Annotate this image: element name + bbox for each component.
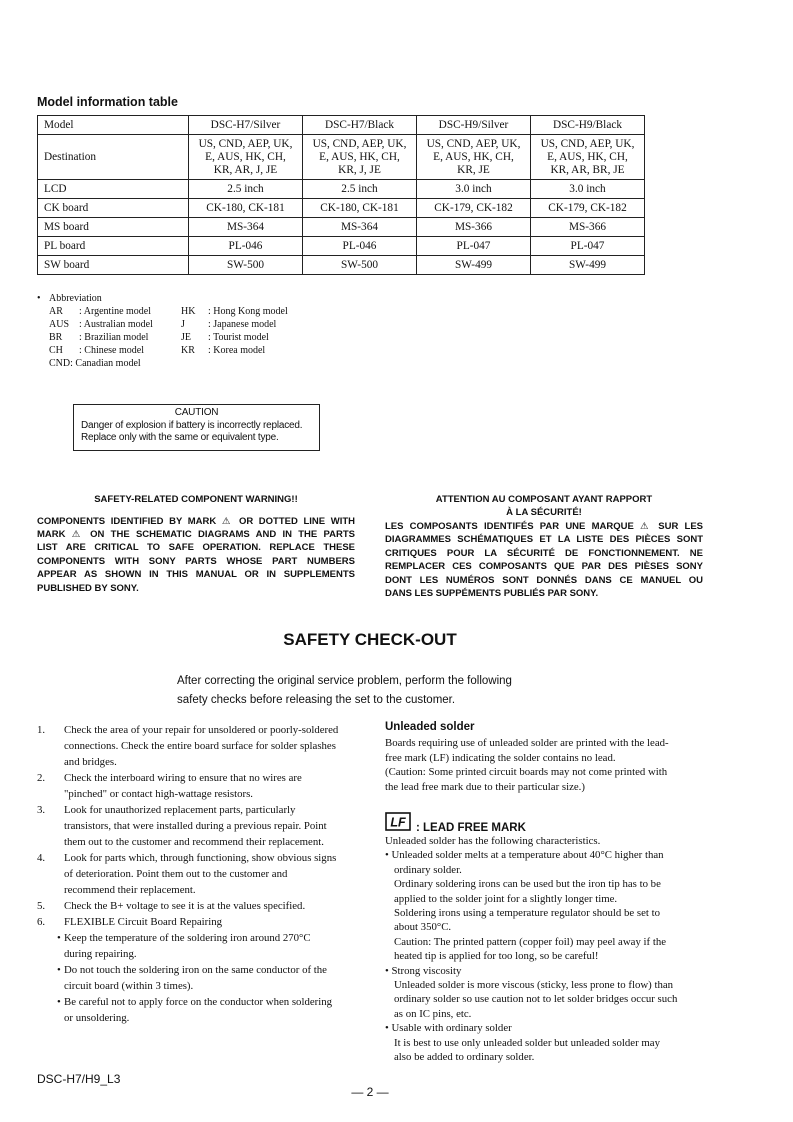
caution-line: Replace only with the same or equivalent type. xyxy=(81,432,279,443)
abbr-code: BR xyxy=(49,332,63,343)
abbr-code: AUS xyxy=(49,319,70,330)
table-cell: CK-180, CK-181 xyxy=(189,199,303,218)
subitem-line: Keep the temperature of the soldering iron around 270°C xyxy=(64,932,311,944)
lead-free-mark-icon xyxy=(385,812,411,831)
abbreviation-item xyxy=(49,357,141,370)
table-cell: CK-179, CK-182 xyxy=(417,199,531,218)
destination-cell xyxy=(303,135,417,180)
list-subitem xyxy=(37,994,355,1026)
header-model: Model xyxy=(38,116,189,135)
abbr-desc: : Japanese model xyxy=(208,319,277,330)
safety-line: APPEAR AS SHOWN IN THIS MANUAL OR IN SUPPLEMENTS xyxy=(37,569,355,581)
item-number: 1. xyxy=(37,724,46,736)
item-number: 2. xyxy=(37,772,46,784)
table-cell: MS-364 xyxy=(189,218,303,237)
safety-line: LES COMPOSANTS IDENTIFÉS PAR UNE MARQUE ⚠ SUR LES xyxy=(385,521,703,532)
abbreviation-item xyxy=(49,305,151,318)
lf-line: • Usable with ordinary solder xyxy=(385,1022,512,1035)
header-h9-silver: DSC-H9/Silver xyxy=(417,116,531,135)
destination-line: US, CND, AEP, UK, xyxy=(198,137,293,150)
checkout-list xyxy=(37,722,355,1026)
table-cell: SW-499 xyxy=(531,256,645,275)
lf-line: Soldering irons using a temperature regulator should be set to xyxy=(394,907,660,920)
table-header-row xyxy=(38,116,645,135)
page-number: — 2 — xyxy=(351,1085,389,1099)
item-line: Look for unauthorized replacement parts, particularly xyxy=(64,804,296,816)
destination-line: KR, J, JE xyxy=(338,163,381,176)
lf-line: Unleaded solder has the following characteristics. xyxy=(385,835,601,847)
checkout-intro xyxy=(177,672,512,710)
destination-cell xyxy=(531,135,645,180)
item-line: Check the interboard wiring to ensure that no wires are xyxy=(64,772,302,784)
subitem-line: Do not touch the soldering iron on the same conductor of the xyxy=(64,964,327,976)
unleaded-line: free mark (LF) indicating the solder contains no lead. xyxy=(385,751,616,764)
abbreviation-item xyxy=(49,331,148,344)
table-cell: MS-364 xyxy=(303,218,417,237)
table-cell: SW-500 xyxy=(303,256,417,275)
list-item xyxy=(37,914,355,930)
lf-line: as on IC pins, etc. xyxy=(394,1007,472,1020)
lf-icon-text: LF xyxy=(390,815,406,830)
destination-cell xyxy=(417,135,531,180)
subitem-line: during repairing. xyxy=(64,948,137,960)
table-row-lcd xyxy=(38,180,645,199)
lf-line: applied to the solder joint for a slightly longer time. xyxy=(394,892,618,905)
list-subitem xyxy=(37,930,355,962)
safety-line: COMPONENTS WITH SONY PARTS WHOSE PART NUMBERS xyxy=(37,555,355,567)
row-label: MS board xyxy=(38,218,189,237)
unleaded-line: (Caution: Some printed circuit boards may not come printed with xyxy=(385,766,668,778)
lf-line: Caution: The printed pattern (copper foil) may peel away if the xyxy=(394,935,667,948)
destination-line: KR, AR, J, JE xyxy=(213,163,278,176)
destination-line: KR, AR, BR, JE xyxy=(550,163,625,176)
abbr-desc: : Argentine model xyxy=(79,306,152,317)
table-row-ms-board xyxy=(38,218,645,237)
destination-line: E, AUS, HK, CH, xyxy=(319,150,400,163)
item-line: and bridges. xyxy=(64,756,117,768)
table-row-ck-board xyxy=(38,199,645,218)
item-line: Look for parts which, through functioning, show obvious signs xyxy=(64,852,337,864)
table-cell: CK-180, CK-181 xyxy=(303,199,417,218)
document-id: DSC-H7/H9_L3 xyxy=(37,1072,121,1086)
lf-line: Unleaded solder is more viscous (sticky, less prone to flow) than xyxy=(394,979,674,992)
item-number: 6. xyxy=(37,916,46,928)
lf-line: also be added to ordinary solder. xyxy=(394,1051,535,1064)
subitem-line: circuit board (within 3 times). xyxy=(64,980,194,992)
abbr-code: JE xyxy=(181,332,191,343)
row-label: LCD xyxy=(38,180,189,199)
safety-warning-title: SAFETY-RELATED COMPONENT WARNING!! xyxy=(94,494,298,505)
table-row-destination xyxy=(38,135,645,180)
abbreviation-item xyxy=(181,331,269,344)
abbr-desc: : Korea model xyxy=(208,345,266,356)
item-number: 4. xyxy=(37,852,46,864)
abbreviation-item xyxy=(181,344,265,357)
unleaded-solder-body xyxy=(385,736,705,794)
abbr-code: AR xyxy=(49,306,63,317)
table-cell: MS-366 xyxy=(531,218,645,237)
list-subitem xyxy=(37,962,355,994)
safety-line: DANS LES SUPPÉMENTS PUBLIÉS PAR SONY. xyxy=(385,588,599,600)
list-item xyxy=(37,802,355,850)
safety-line: CRITIQUES POUR LA SÉCURITÉ DE FONCTIONNEMENT. NE xyxy=(385,547,703,559)
table-cell: 3.0 inch xyxy=(531,180,645,199)
destination-line: KR, JE xyxy=(457,163,490,176)
destination-line: US, CND, AEP, UK, xyxy=(312,137,407,150)
abbr-code: CND xyxy=(49,358,71,369)
table-cell: 2.5 inch xyxy=(303,180,417,199)
list-item xyxy=(37,722,355,770)
safety-line: COMPONENTS IDENTIFIED BY MARK ⚠ OR DOTTED LINE WITH xyxy=(37,515,355,527)
lf-line: • Strong viscosity xyxy=(385,964,462,977)
table-cell: PL-046 xyxy=(303,237,417,256)
row-label: PL board xyxy=(38,237,189,256)
table-cell: SW-499 xyxy=(417,256,531,275)
item-number: 5. xyxy=(37,900,46,912)
table-row-pl-board xyxy=(38,237,645,256)
lf-line: Ordinary soldering irons can be used but the iron tip has to be xyxy=(394,878,661,891)
safety-checkout-title: SAFETY CHECK-OUT xyxy=(283,630,457,649)
row-label: CK board xyxy=(38,199,189,218)
destination-line: US, CND, AEP, UK, xyxy=(426,137,521,150)
table-cell: MS-366 xyxy=(417,218,531,237)
abbr-code: J xyxy=(181,319,185,330)
item-line: Check the area of your repair for unsoldered or poorly-soldered xyxy=(64,724,339,736)
item-line: of deterioration. Point them out to the customer and xyxy=(64,868,288,880)
header-h7-black: DSC-H7/Black xyxy=(303,116,417,135)
item-line: "pinched" or contact high-wattage resistors. xyxy=(64,788,254,800)
item-line: recommend their replacement. xyxy=(64,884,196,896)
destination-line: E, AUS, HK, CH, xyxy=(433,150,514,163)
header-h9-black: DSC-H9/Black xyxy=(531,116,645,135)
subitem-line: or unsoldering. xyxy=(64,1012,130,1024)
abbr-code: CH xyxy=(49,345,63,356)
abbr-desc: : Canadian model xyxy=(70,358,141,369)
safety-line: REMPLACER CES COMPOSANTS QUE PAR DES PIÈSES SONY xyxy=(385,561,703,573)
abbreviation-bullet: • xyxy=(37,293,41,304)
lf-line: • Unleaded solder melts at a temperature about 40°C higher than xyxy=(385,849,664,862)
lf-line: ordinary solder. xyxy=(394,863,462,876)
lead-free-mark-label: : LEAD FREE MARK xyxy=(416,822,526,834)
safety-line: MARK ⚠ ON THE SCHEMATIC DIAGRAMS AND IN THE PARTS xyxy=(37,528,355,540)
safety-line: PUBLISHED BY SONY. xyxy=(37,582,139,594)
unleaded-line: Boards requiring use of unleaded solder are printed with the lead- xyxy=(385,737,669,749)
lead-free-characteristics xyxy=(385,834,705,1065)
table-cell: CK-179, CK-182 xyxy=(531,199,645,218)
abbreviation-item xyxy=(181,318,276,331)
table-cell: SW-500 xyxy=(189,256,303,275)
table-cell: PL-047 xyxy=(531,237,645,256)
table-cell: PL-047 xyxy=(417,237,531,256)
intro-line: safety checks before releasing the set to the customer. xyxy=(177,694,456,706)
table-cell: PL-046 xyxy=(189,237,303,256)
safety-line: LIST ARE CRITICAL TO SAFE OPERATION. REPLACE THESE xyxy=(37,542,355,554)
safety-warning-fr xyxy=(385,494,703,600)
item-number: 3. xyxy=(37,804,46,816)
safety-line: DONT LES NUMÉROS SONT DONNÉS DANS CE MANUEL OU xyxy=(385,574,703,586)
destination-cell xyxy=(189,135,303,180)
lf-line: about 350°C. xyxy=(394,921,452,934)
caution-box xyxy=(73,404,320,451)
safety-warning-body xyxy=(37,515,355,595)
safety-warning-title-fr-2: À LA SÉCURITÉ! xyxy=(506,506,582,518)
lf-line: ordinary solder so use caution not to let solder bridges occur such xyxy=(394,993,678,1006)
lf-line: heated tip is applied for too long, so be careful! xyxy=(394,950,599,963)
item-line: Check the B+ voltage to see it is at the values specified. xyxy=(64,900,306,912)
abbreviation-list xyxy=(37,292,337,372)
intro-line: After correcting the original service problem, perform the following xyxy=(177,675,512,687)
unleaded-line: the lead free mark due to their particular size.) xyxy=(385,780,585,793)
abbreviation-item xyxy=(49,344,144,357)
abbreviation-item xyxy=(49,318,153,331)
abbreviation-header: Abbreviation xyxy=(49,293,102,304)
destination-line: E, AUS, HK, CH, xyxy=(547,150,628,163)
abbreviation-item xyxy=(181,305,288,318)
model-information-table xyxy=(37,115,645,275)
safety-warning-title-fr: ATTENTION AU COMPOSANT AYANT RAPPORT xyxy=(435,494,653,505)
table-cell: 2.5 inch xyxy=(189,180,303,199)
destination-line: E, AUS, HK, CH, xyxy=(205,150,286,163)
model-table-title: Model information table xyxy=(37,95,178,109)
abbr-desc: : Australian model xyxy=(79,319,153,330)
subitem-bullet: • xyxy=(57,996,61,1008)
abbr-code: HK xyxy=(181,306,196,317)
abbr-desc: : Brazilian model xyxy=(79,332,149,343)
subitem-line: Be careful not to apply force on the conductor when soldering xyxy=(64,996,333,1008)
table-cell: 3.0 inch xyxy=(417,180,531,199)
destination-label: Destination xyxy=(38,135,189,180)
row-label: SW board xyxy=(38,256,189,275)
abbr-desc: : Chinese model xyxy=(79,345,144,356)
safety-line: DIAGRAMMES SCHÉMATIQUES ET LA LISTE DES PIÈCES SONT xyxy=(385,534,703,546)
unleaded-solder-title: Unleaded solder xyxy=(385,721,475,733)
item-line: them out to the customer and recommend their replacement. xyxy=(64,836,324,848)
subitem-bullet: • xyxy=(57,932,61,944)
caution-title: CAUTION xyxy=(174,407,219,418)
lf-line: It is best to use only unleaded solder but unleaded solder may xyxy=(394,1036,660,1049)
list-item xyxy=(37,850,355,898)
list-item xyxy=(37,898,355,914)
abbr-desc: : Tourist model xyxy=(208,332,269,343)
list-item xyxy=(37,770,355,802)
subitem-bullet: • xyxy=(57,964,61,976)
abbr-code: KR xyxy=(181,345,195,356)
item-line: FLEXIBLE Circuit Board Repairing xyxy=(64,916,223,928)
safety-warning-body-fr xyxy=(385,520,703,600)
safety-warning-en xyxy=(37,494,355,595)
destination-line: US, CND, AEP, UK, xyxy=(540,137,635,150)
table-row-sw-board xyxy=(38,256,645,275)
caution-line: Danger of explosion if battery is incorrectly replaced. xyxy=(81,419,303,431)
header-h7-silver: DSC-H7/Silver xyxy=(189,116,303,135)
abbr-desc: : Hong Kong model xyxy=(208,306,288,317)
item-line: connections. Check the entire board surface for solder splashes xyxy=(64,740,336,752)
item-line: transistors, that were installed during a previous repair. Point xyxy=(64,820,327,832)
